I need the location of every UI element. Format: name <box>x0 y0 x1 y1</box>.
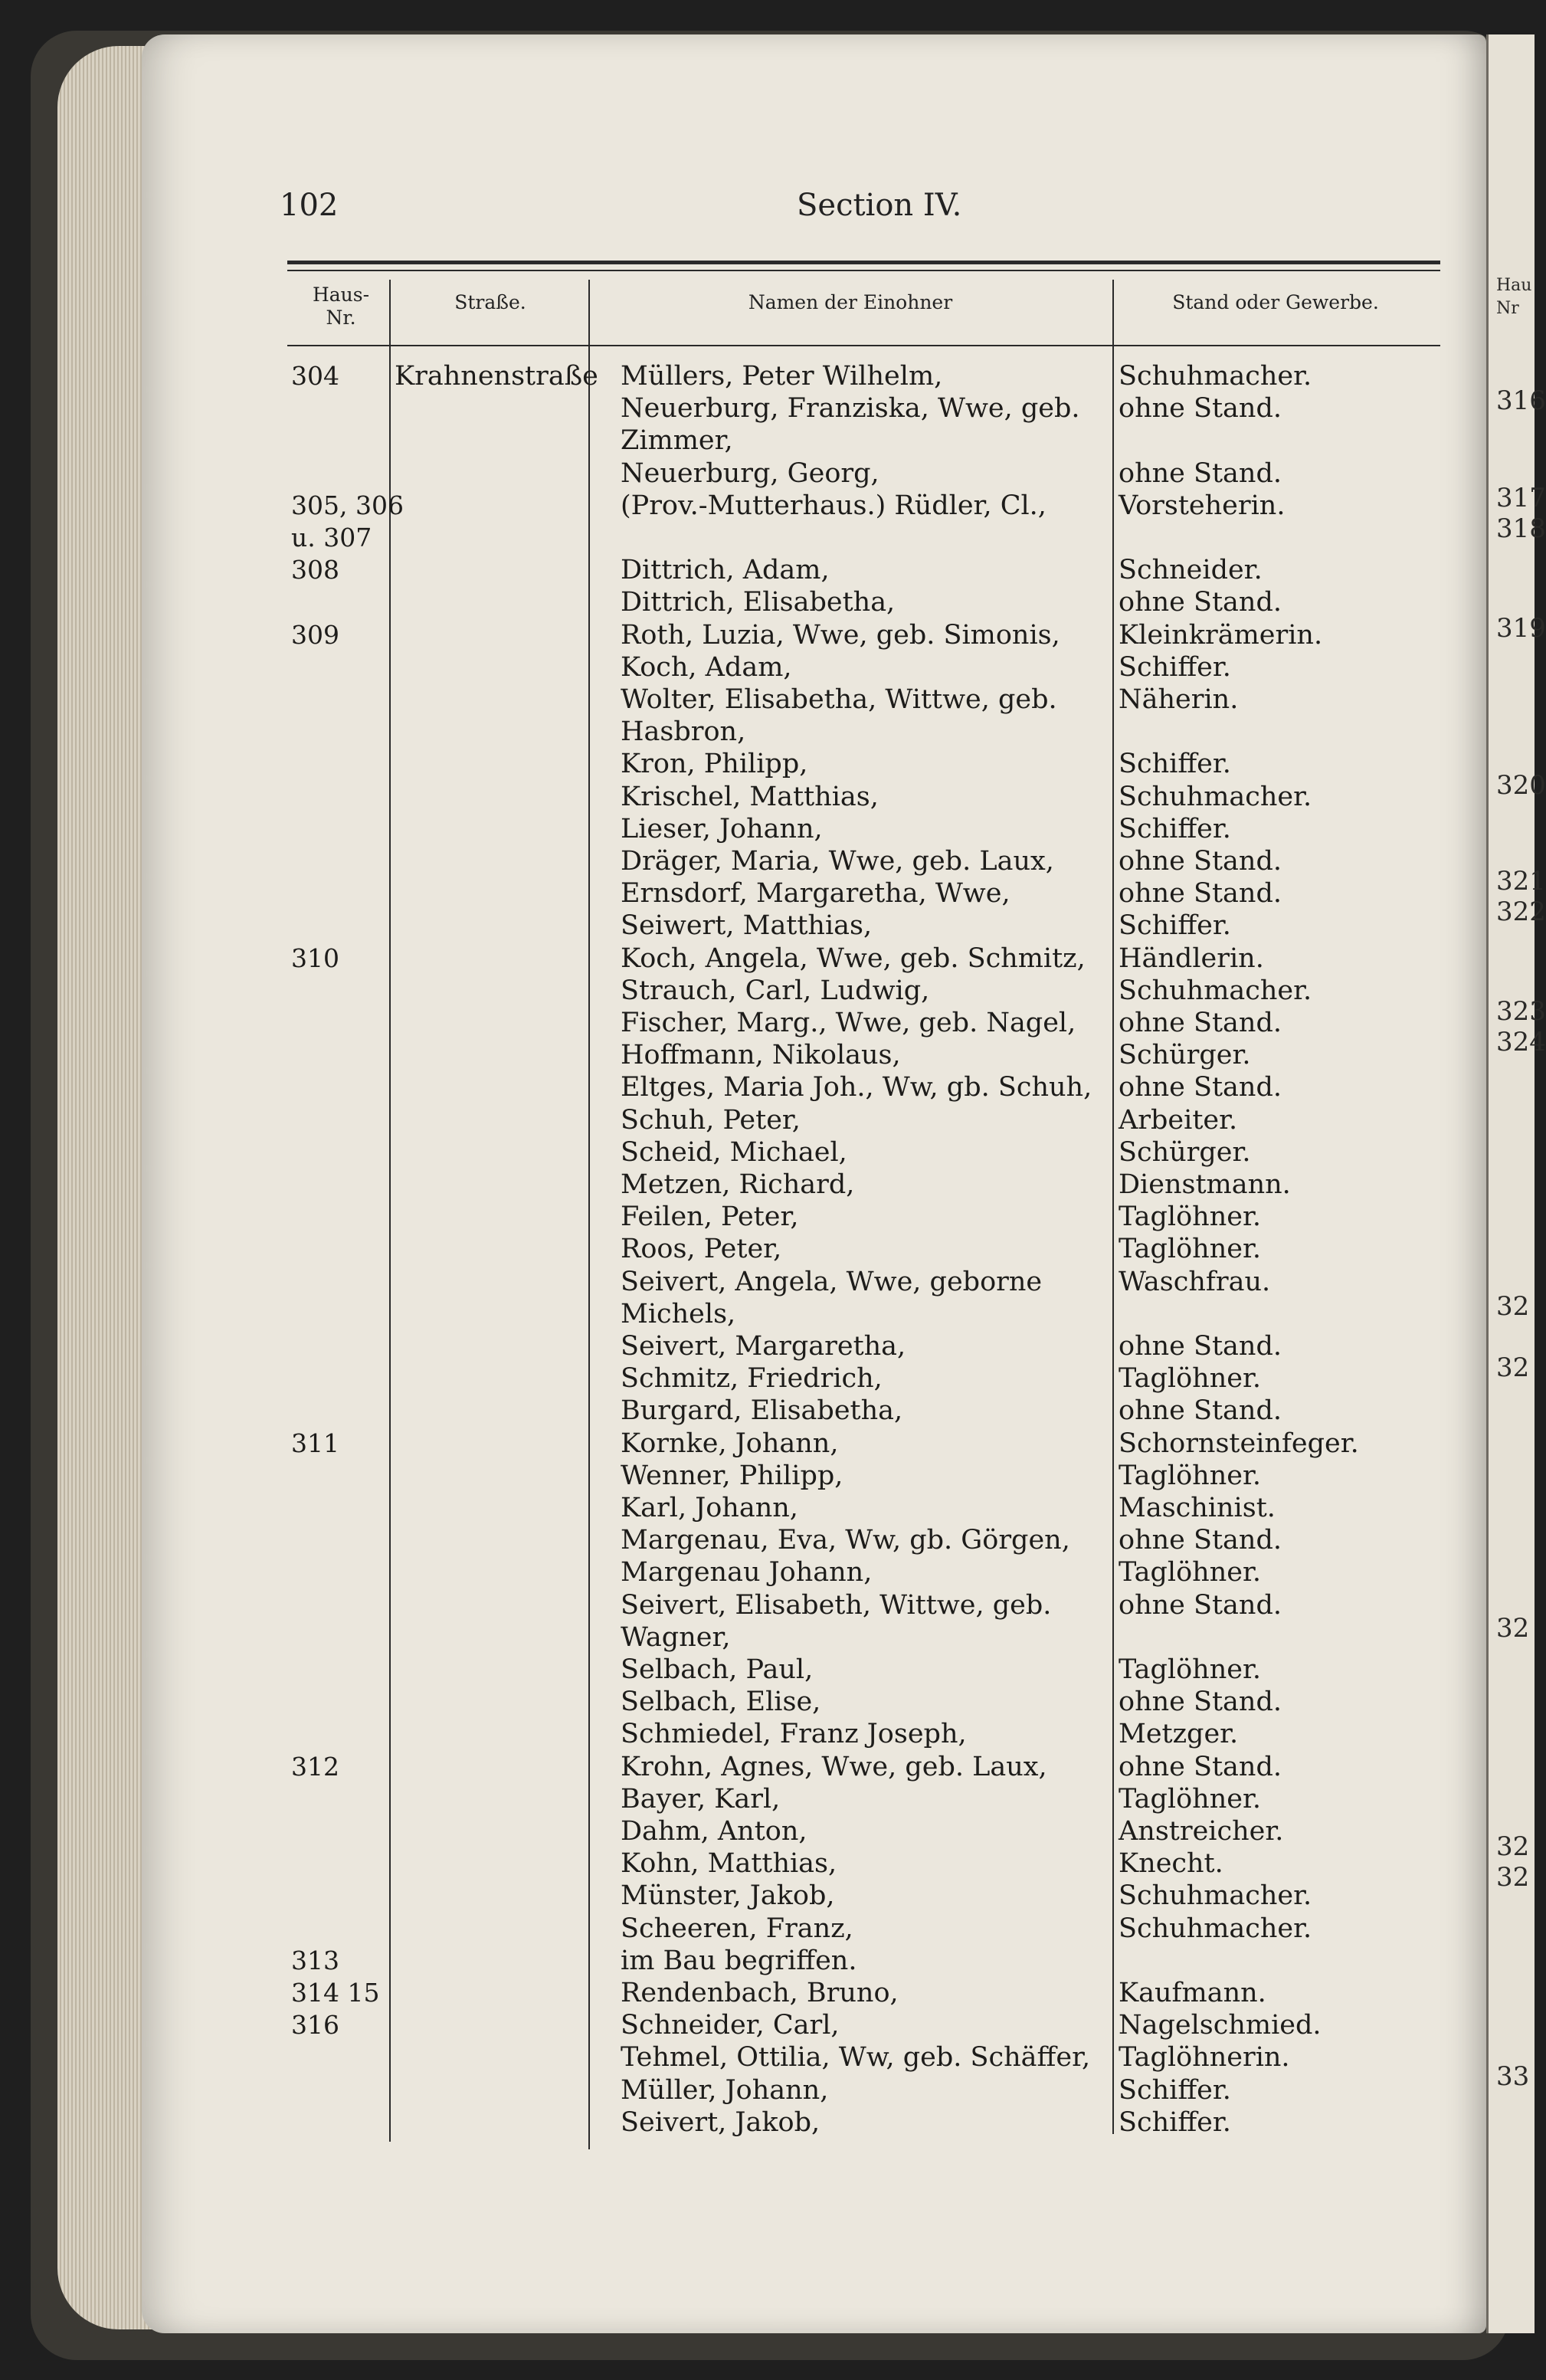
house-number: 309 <box>291 619 339 650</box>
table-row <box>0 910 1532 942</box>
house-number: 310 <box>291 942 339 973</box>
table-row <box>0 425 1532 457</box>
table-row <box>0 716 1532 748</box>
table-row <box>0 1428 1532 1460</box>
resident-name: Wenner, Philipp, <box>621 1460 843 1491</box>
table-row <box>0 1783 1532 1815</box>
table-row <box>0 1880 1532 1912</box>
house-number: 312 <box>291 1751 339 1782</box>
resident-name: Koch, Angela, Wwe, geb. Schmitz, <box>621 942 1086 974</box>
house-number: u. 307 <box>291 523 372 552</box>
header-rule-thin <box>287 270 1440 271</box>
section-title: Section IV. <box>797 188 962 223</box>
occupation: Knecht. <box>1119 1848 1223 1880</box>
resident-name: Koch, Adam, <box>621 651 792 683</box>
table-row <box>0 1298 1532 1330</box>
occupation: ohne Stand. <box>1119 587 1282 618</box>
occupation: ohne Stand. <box>1119 1525 1282 1556</box>
table-row <box>0 1201 1532 1233</box>
occupation: Taglöhner. <box>1119 1654 1261 1685</box>
resident-name: Müller, Johann, <box>621 2074 829 2106</box>
resident-name: Krohn, Agnes, Wwe, geb. Laux, <box>621 1751 1047 1782</box>
resident-name: Krischel, Matthias, <box>621 781 879 812</box>
next-page-fragment: 318 <box>1496 513 1546 544</box>
house-number: 304 <box>291 361 339 391</box>
occupation: Taglöhner. <box>1119 1557 1261 1588</box>
table-row <box>0 781 1532 813</box>
occupation: Anstreicher. <box>1119 1816 1284 1847</box>
next-page-fragment: 319 <box>1496 613 1546 644</box>
table-row <box>0 1847 1532 1880</box>
column-header-stand: Stand oder Gewerbe. <box>1172 291 1379 313</box>
occupation: Taglöhner. <box>1119 1363 1261 1395</box>
table-row <box>0 554 1532 586</box>
next-page-fragment: 32 <box>1496 1291 1530 1322</box>
occupation: Schornsteinfeger. <box>1119 1428 1359 1459</box>
occupation: Schuhmacher. <box>1119 781 1312 812</box>
resident-name: Münster, Jakob, <box>621 1880 835 1912</box>
resident-name: Seivert, Angela, Wwe, geborne <box>621 1266 1043 1297</box>
table-row <box>0 1524 1532 1556</box>
house-number: 305, 306 <box>291 490 404 520</box>
resident-name: Selbach, Elise, <box>621 1687 821 1718</box>
resident-name: Schmiedel, Franz Joseph, <box>621 1719 967 1750</box>
column-header-nr: Haus- Nr. <box>312 284 370 329</box>
resident-name: Kron, Philipp, <box>621 749 808 780</box>
table-row <box>0 1945 1532 1977</box>
table-row <box>0 1751 1532 1783</box>
occupation: Waschfrau. <box>1119 1266 1271 1297</box>
table-row <box>0 360 1532 392</box>
house-number: 313 <box>291 1945 339 1975</box>
resident-name: Seivert, Jakob, <box>621 2106 820 2138</box>
occupation: Vorsteherin. <box>1119 490 1286 521</box>
next-page-fragment: 316 <box>1496 385 1546 416</box>
occupation: Kaufmann. <box>1119 1978 1266 2008</box>
occupation: Taglöhnerin. <box>1119 2042 1290 2073</box>
table-row <box>0 1556 1532 1588</box>
occupation: Schürger. <box>1119 1040 1251 1071</box>
table-row <box>0 490 1532 522</box>
next-page-fragment: 324 <box>1496 1027 1546 1057</box>
occupation: ohne Stand. <box>1119 1331 1282 1362</box>
next-page-fragment: 317 <box>1496 483 1546 513</box>
column-header-street: Straße. <box>454 291 526 313</box>
next-page-fragment: 32 <box>1496 1862 1530 1893</box>
column-header-rule <box>287 345 1440 346</box>
table-row <box>0 619 1532 651</box>
resident-name: Wagner, <box>621 1621 731 1653</box>
occupation: Schiffer. <box>1119 910 1231 942</box>
occupation: Metzger. <box>1119 1719 1239 1750</box>
header-rule <box>287 261 1440 264</box>
resident-name: Kornke, Johann, <box>621 1428 839 1459</box>
column-header-names: Namen der Einohner <box>748 291 953 313</box>
resident-name: Feilen, Peter, <box>621 1201 799 1233</box>
resident-name: Seivert, Elisabeth, Wittwe, geb. <box>621 1589 1052 1621</box>
resident-name: Michels, <box>621 1298 736 1329</box>
resident-name: Fischer, Marg., Wwe, geb. Nagel, <box>621 1008 1076 1038</box>
table-row <box>0 1330 1532 1362</box>
table-row <box>0 1686 1532 1718</box>
resident-name: Tehmel, Ottilia, Ww, geb. Schäffer, <box>621 2042 1091 2073</box>
table-row <box>0 1362 1532 1395</box>
table-row <box>0 1977 1532 2009</box>
resident-name: Seivert, Margaretha, <box>621 1331 906 1362</box>
table-row <box>0 1621 1532 1654</box>
resident-name: Karl, Johann, <box>621 1493 798 1523</box>
resident-name: Strauch, Carl, Ludwig, <box>621 975 930 1006</box>
occupation: Händlerin. <box>1119 942 1264 974</box>
resident-name: Eltges, Maria Joh., Ww, gb. Schuh, <box>621 1072 1092 1103</box>
resident-name: Müllers, Peter Wilhelm, <box>621 361 943 392</box>
resident-name: Rendenbach, Bruno, <box>621 1978 899 2008</box>
resident-name: Schuh, Peter, <box>621 1104 801 1136</box>
resident-name: Dittrich, Elisabetha, <box>621 587 896 618</box>
occupation: Taglöhner. <box>1119 1201 1261 1233</box>
table-row <box>0 1395 1532 1427</box>
next-page-fragment: 322 <box>1496 897 1546 927</box>
resident-name: Seiwert, Matthias, <box>621 910 873 942</box>
occupation: Arbeiter. <box>1119 1104 1238 1136</box>
resident-name: Roth, Luzia, Wwe, geb. Simonis, <box>621 619 1060 651</box>
resident-name: Zimmer, <box>621 425 733 457</box>
resident-name: Metzen, Richard, <box>621 1169 855 1200</box>
table-row <box>0 1815 1532 1847</box>
table-row <box>0 1039 1532 1071</box>
resident-name: Wolter, Elisabetha, Wittwe, geb. <box>621 684 1057 715</box>
table-row <box>0 1104 1532 1136</box>
occupation: ohne Stand. <box>1119 1687 1282 1718</box>
table-row <box>0 2106 1532 2139</box>
resident-name: Kohn, Matthias, <box>621 1848 837 1880</box>
house-number: 308 <box>291 555 339 585</box>
next-page-fragment: 32 <box>1496 1831 1530 1862</box>
occupation: Schürger. <box>1119 1136 1251 1168</box>
occupation: Schuhmacher. <box>1119 361 1312 392</box>
resident-name: Dittrich, Adam, <box>621 555 830 586</box>
table-row <box>0 2009 1532 2041</box>
occupation: Schiffer. <box>1119 2074 1231 2106</box>
resident-name: Burgard, Elisabetha, <box>621 1395 903 1427</box>
occupation: Schiffer. <box>1119 813 1231 844</box>
table-row <box>0 1266 1532 1298</box>
occupation: Schiffer. <box>1119 2106 1231 2138</box>
occupation: ohne Stand. <box>1119 1008 1282 1038</box>
table-row <box>0 1492 1532 1524</box>
resident-name: im Bau begriffen. <box>621 1945 857 1976</box>
occupation: Näherin. <box>1119 684 1239 715</box>
resident-name: (Prov.-Mutterhaus.) Rüdler, Cl., <box>621 490 1046 521</box>
table-row <box>0 2074 1532 2106</box>
resident-name: Hasbron, <box>621 716 746 748</box>
resident-name: Neuerburg, Georg, <box>621 457 879 489</box>
resident-name: Neuerburg, Franziska, Wwe, geb. <box>621 393 1080 425</box>
resident-name: Margenau Johann, <box>621 1557 873 1588</box>
table-row <box>0 748 1532 780</box>
next-page-fragment: 320 <box>1496 770 1546 801</box>
table-row <box>0 942 1532 975</box>
table-row <box>0 1136 1532 1169</box>
resident-name: Schneider, Carl, <box>621 2010 840 2041</box>
table-row <box>0 1460 1532 1492</box>
next-page-fragment: 321 <box>1496 866 1546 897</box>
resident-name: Selbach, Paul, <box>621 1654 814 1685</box>
resident-name: Dräger, Maria, Wwe, geb. Laux, <box>621 846 1054 877</box>
table-row <box>0 684 1532 716</box>
next-page-fragment: 32 <box>1496 1352 1530 1383</box>
resident-name: Scheeren, Franz, <box>621 1913 853 1944</box>
occupation: ohne Stand. <box>1119 878 1282 910</box>
occupation: ohne Stand. <box>1119 1751 1282 1782</box>
table-row <box>0 1718 1532 1750</box>
occupation: ohne Stand. <box>1119 457 1282 489</box>
table-row <box>0 1233 1532 1265</box>
next-page-fragment: Hau <box>1496 276 1532 295</box>
occupation: ohne Stand. <box>1119 393 1282 425</box>
house-number: 311 <box>291 1428 339 1458</box>
table-row <box>0 586 1532 618</box>
occupation: Schuhmacher. <box>1119 975 1312 1006</box>
table-row <box>0 813 1532 845</box>
next-page-fragment: 32 <box>1496 1613 1530 1644</box>
resident-name: Roos, Peter, <box>621 1234 782 1265</box>
house-number: 316 <box>291 2010 339 2041</box>
table-row <box>0 845 1532 877</box>
resident-name: Ernsdorf, Margaretha, Wwe, <box>621 878 1010 910</box>
occupation: Schneider. <box>1119 555 1263 586</box>
resident-name: Lieser, Johann, <box>621 813 823 844</box>
table-row <box>0 1169 1532 1201</box>
resident-name: Bayer, Karl, <box>621 1783 781 1815</box>
table-row <box>0 877 1532 910</box>
occupation: Taglöhner. <box>1119 1460 1261 1491</box>
table-row <box>0 1913 1532 1945</box>
occupation: Schiffer. <box>1119 651 1231 683</box>
table-row <box>0 1071 1532 1103</box>
resident-name: Schmitz, Friedrich, <box>621 1363 883 1395</box>
resident-name: Margenau, Eva, Ww, gb. Görgen, <box>621 1525 1070 1556</box>
occupation: Schuhmacher. <box>1119 1880 1312 1912</box>
next-page-fragment: 33 <box>1496 2061 1530 2092</box>
resident-name: Dahm, Anton, <box>621 1816 807 1847</box>
occupation: Kleinkrämerin. <box>1119 619 1323 651</box>
page-number: 102 <box>280 188 339 223</box>
occupation: ohne Stand. <box>1119 1395 1282 1427</box>
table-row <box>0 1007 1532 1039</box>
occupation: Maschinist. <box>1119 1493 1276 1523</box>
occupation: ohne Stand. <box>1119 1589 1282 1621</box>
next-page-fragment: Nr <box>1496 299 1519 318</box>
occupation: ohne Stand. <box>1119 846 1282 877</box>
resident-name: Hoffmann, Nikolaus, <box>621 1040 901 1071</box>
street-name: Krahnenstraße <box>395 361 598 392</box>
occupation: Schuhmacher. <box>1119 1913 1312 1944</box>
next-page-fragment: 323 <box>1496 996 1546 1027</box>
table-row <box>0 392 1532 425</box>
table-row <box>0 522 1532 554</box>
occupation: Taglöhner. <box>1119 1783 1261 1815</box>
house-number: 314 15 <box>291 1978 380 2008</box>
occupation: Dienstmann. <box>1119 1169 1291 1200</box>
occupation: Schiffer. <box>1119 749 1231 780</box>
table-row <box>0 1654 1532 1686</box>
occupation: ohne Stand. <box>1119 1072 1282 1103</box>
occupation: Taglöhner. <box>1119 1234 1261 1265</box>
occupation: Nagelschmied. <box>1119 2010 1322 2041</box>
table-row <box>0 2041 1532 2073</box>
table-row <box>0 975 1532 1007</box>
table-row <box>0 1589 1532 1621</box>
resident-name: Scheid, Michael, <box>621 1136 847 1168</box>
table-row <box>0 651 1532 684</box>
table-row <box>0 457 1532 490</box>
